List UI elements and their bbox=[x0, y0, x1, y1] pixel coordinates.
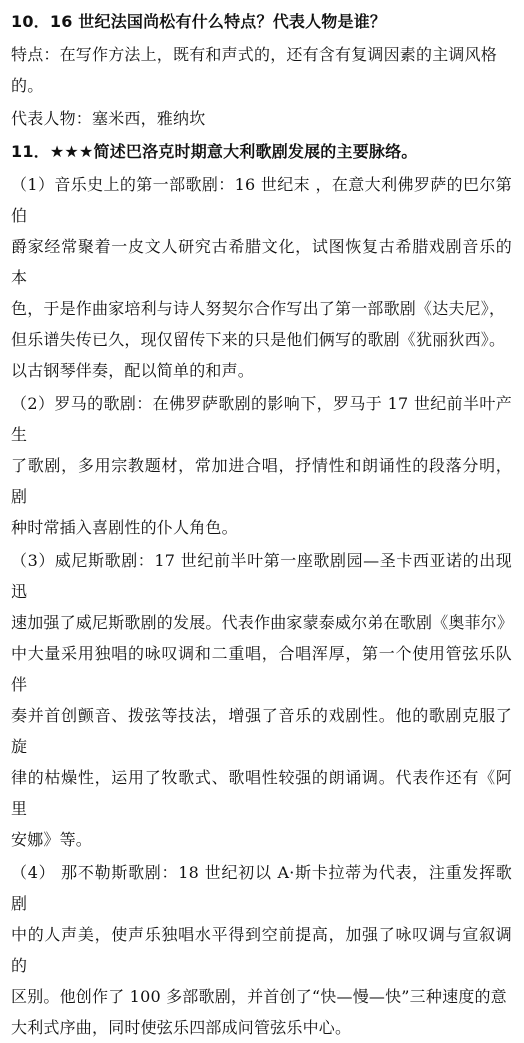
question-11-paragraph-4 bbox=[11, 857, 512, 1043]
paragraph-line: 中的人声美，使声乐独唱水平得到空前提高，加强了咏叹调与宣叙调的 bbox=[11, 925, 512, 975]
paragraph-line: 爵家经常聚着一皮文人研究古希腊文化，试图恢复古希腊戏剧音乐的本 bbox=[11, 237, 512, 287]
paragraph-line: （3）威尼斯歌剧：17 世纪前半叶第一座歌剧园—圣卡西亚诺的出现迅 bbox=[11, 551, 512, 601]
paragraph-line: （2）罗马的歌剧：在佛罗萨歌剧的影响下，罗马于 17 世纪前半叶产生 bbox=[11, 394, 512, 444]
paragraph-line: 区别。他创作了 100 多部歌剧，并首创了“快—慢—快”三种速度的意 bbox=[11, 987, 507, 1006]
paragraph-line: 但乐谱失传已久，现仅留传下来的只是他们俩写的歌剧《犹丽狄西》。 bbox=[11, 330, 506, 349]
question-11-paragraph-1 bbox=[11, 169, 512, 386]
question-10-representatives: 代表人物：塞米西，雅纳坎 bbox=[11, 109, 206, 128]
question-10-feature: 特点：在写作方法上，既有和声式的，还有含有复调因素的主调风格的。 bbox=[11, 45, 498, 95]
question-11-title: 11．★★★简述巴洛克时期意大利歌剧发展的主要脉络。 bbox=[11, 142, 418, 161]
paragraph-line: 种时常插入喜剧性的仆人角色。 bbox=[11, 518, 238, 537]
paragraph-line: （4） 那不勒斯歌剧：18 世纪初以 A·斯卡拉蒂为代表，注重发挥歌剧 bbox=[11, 863, 512, 913]
paragraph-line: 大利式序曲，同时使弦乐四部成问管弦乐中心。 bbox=[11, 1018, 352, 1037]
paragraph-line: 安娜》等。 bbox=[11, 830, 93, 849]
paragraph-line: 奏并首创颤音、拨弦等技法，增强了音乐的戏剧性。他的歌剧克服了旋 bbox=[11, 706, 512, 756]
paragraph-line: 色，于是作曲家培利与诗人努契尔合作写出了第一部歌剧《达夫尼》， bbox=[11, 299, 506, 318]
question-10-title: 10．16 世纪法国尚松有什么特点？代表人物是谁？ bbox=[11, 12, 387, 31]
paragraph-line: （1）音乐史上的第一部歌剧：16 世纪末 ，在意大利佛罗萨的巴尔第伯 bbox=[11, 175, 512, 225]
question-11-paragraph-2 bbox=[11, 388, 512, 543]
question-11-paragraph-3 bbox=[11, 545, 512, 855]
paragraph-line: 以古钢琴伴奏，配以简单的和声。 bbox=[11, 361, 255, 380]
paragraph-line: 律的枯燥性，运用了牧歌式、歌唱性较强的朗诵调。代表作还有《阿里 bbox=[11, 768, 512, 818]
paragraph-line: 了歌剧，多用宗教题材，常加进合唱，抒情性和朗诵性的段落分明，剧 bbox=[11, 456, 512, 506]
paragraph-line: 速加强了威尼斯歌剧的发展。代表作曲家蒙泰威尔弟在歌剧《奥菲尔》 bbox=[11, 613, 514, 632]
paragraph-line: 中大量采用独唱的咏叹调和二重唱，合唱浑厚，第一个使用管弦乐队伴 bbox=[11, 644, 512, 694]
